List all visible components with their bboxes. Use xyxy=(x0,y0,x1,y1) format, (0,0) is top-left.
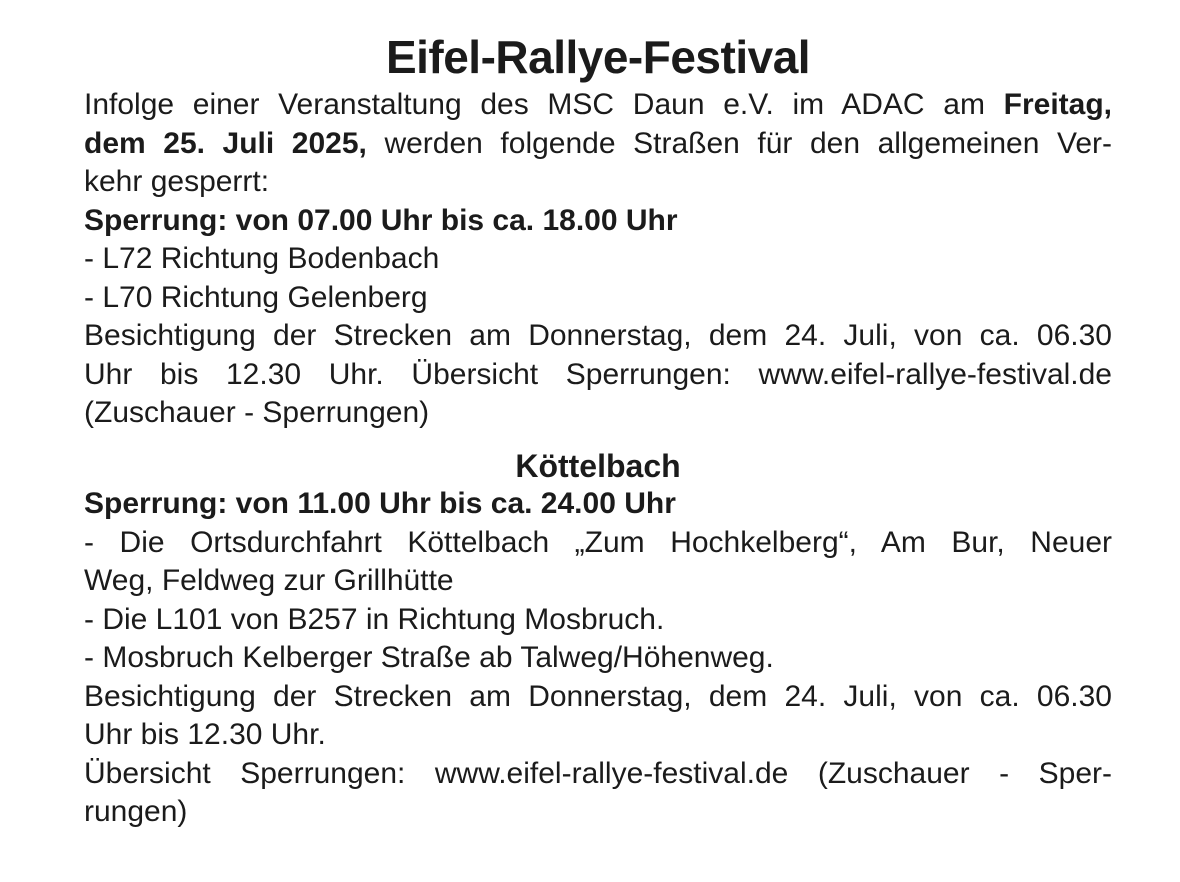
section2-info-line: Uhr bis 12.30 Uhr. xyxy=(84,718,326,751)
section2-closure-time: Sperrung: von 11.00 Uhr bis ca. 24.00 Uhr xyxy=(84,487,676,520)
intro-date: dem 25. Juli 2025, xyxy=(84,126,367,160)
section1-road-item: - L72 Richtung Bodenbach xyxy=(84,242,440,275)
section1-closure-time: Sperrung: von 07.00 Uhr bis ca. 18.00 Uhr xyxy=(84,203,678,237)
section1-info-line: Uhr bis 12.30 Uhr. Übersicht Sperrungen: www.eifel-rallye-festival.de xyxy=(84,357,1112,391)
intro-text-cont: werden folgende Straßen für den allgemeinen Ver- xyxy=(366,126,1112,160)
intro-text: Infolge einer Veranstaltung des MSC Daun e.V. im ADAC am xyxy=(84,88,1004,121)
section2-road-item: Weg, Feldweg zur Grillhütte xyxy=(84,564,454,597)
section2-road-item: - Die L101 von B257 in Richtung Mosbruch. xyxy=(84,602,665,636)
section2-road-item: - Die Ortsdurchfahrt Köttelbach „Zum Hochkelberg“, Am Bur, Neuer xyxy=(84,525,1112,559)
section2-info-line: Übersicht Sperrungen: www.eifel-rallye-festival.de (Zuschauer - Sper- xyxy=(84,756,1112,790)
section2-heading: Köttelbach xyxy=(515,447,681,484)
section1-info-line: (Zuschauer - Sperrungen) xyxy=(84,396,430,429)
section1-info-line: Besichtigung der Strecken am Donnerstag, dem 24. Juli, von ca. 06.30 xyxy=(84,319,1112,352)
section2-road-item: - Mosbruch Kelberger Straße ab Talweg/Höhenweg. xyxy=(84,641,774,674)
section2-info-line: rungen) xyxy=(84,795,188,828)
intro-weekday: Freitag, xyxy=(1003,88,1112,121)
section-divider-space xyxy=(84,433,1112,447)
section1-road-item: - L70 Richtung Gelenberg xyxy=(84,280,428,314)
page-title: Eifel-Rallye-Festival xyxy=(385,31,811,83)
intro-line-3: kehr gesperrt: xyxy=(84,165,270,198)
section2-info-line: Besichtigung der Strecken am Donnerstag, dem 24. Juli, von ca. 06.30 xyxy=(84,679,1112,713)
intro-line-2 xyxy=(84,125,1112,164)
notice-document xyxy=(84,28,1112,832)
intro-line-1 xyxy=(84,86,1112,125)
